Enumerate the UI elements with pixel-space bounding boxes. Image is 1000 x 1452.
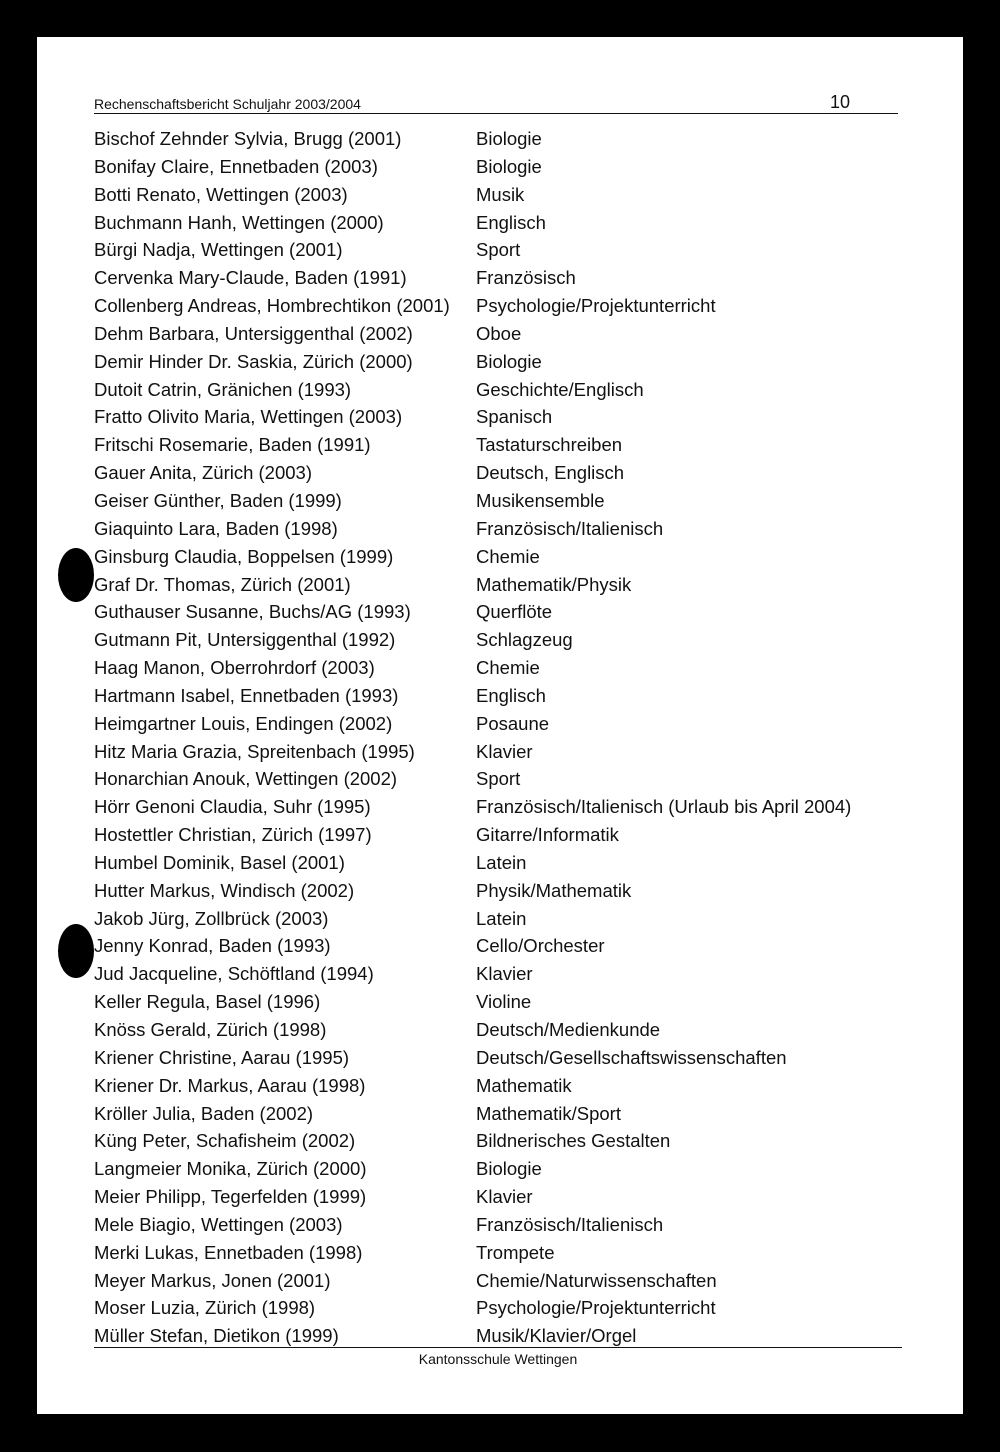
list-item (94, 849, 914, 877)
teacher-name: Gauer Anita, Zürich (2003) (94, 462, 312, 484)
list-item (94, 431, 914, 459)
teacher-name: Jakob Jürg, Zollbrück (2003) (94, 907, 329, 929)
teacher-name: Bürgi Nadja, Wettingen (2001) (94, 239, 343, 261)
page-header (94, 93, 898, 114)
teacher-name: Demir Hinder Dr. Saskia, Zürich (2000) (94, 350, 413, 372)
teacher-subject: Klavier (476, 963, 533, 985)
teacher-name: Müller Stefan, Dietikon (1999) (94, 1325, 339, 1347)
list-item (94, 905, 914, 933)
list-item (94, 1294, 914, 1322)
teacher-name: Collenberg Andreas, Hombrechtikon (2001) (94, 295, 450, 317)
teacher-name: Hostettler Christian, Zürich (1997) (94, 824, 372, 846)
teacher-subject: Oboe (476, 322, 522, 344)
list-item (94, 960, 914, 988)
list-item (94, 877, 914, 905)
teacher-subject: Schlagzeug (476, 629, 573, 651)
teacher-name: Langmeier Monika, Zürich (2000) (94, 1158, 367, 1180)
list-item (94, 932, 914, 960)
teacher-subject: Mathematik/Sport (476, 1102, 621, 1124)
teacher-subject: Bildnerisches Gestalten (476, 1130, 671, 1152)
teacher-subject: Biologie (476, 1158, 542, 1180)
teacher-name: Ginsburg Claudia, Boppelsen (1999) (94, 545, 394, 567)
list-item (94, 710, 914, 738)
teacher-subject: Gitarre/Informatik (476, 824, 619, 846)
teacher-subject: Musik/Klavier/Orgel (476, 1325, 637, 1347)
teacher-subject: Deutsch/Gesellschaftswissenschaften (476, 1046, 787, 1068)
list-item (94, 738, 914, 766)
teacher-subject: Psychologie/Projektunterricht (476, 1297, 716, 1319)
list-item (94, 571, 914, 599)
list-item (94, 1127, 914, 1155)
teacher-subject: Trompete (476, 1241, 555, 1263)
list-item (94, 988, 914, 1016)
list-item (94, 598, 914, 626)
list-item (94, 403, 914, 431)
teacher-subject: Latein (476, 907, 527, 929)
teacher-name: Fratto Olivito Maria, Wettingen (2003) (94, 406, 403, 428)
teacher-name: Graf Dr. Thomas, Zürich (2001) (94, 573, 351, 595)
report-title: Rechenschaftsbericht Schuljahr 2003/2004 (94, 96, 361, 112)
teacher-name: Hutter Markus, Windisch (2002) (94, 879, 355, 901)
list-item (94, 765, 914, 793)
teacher-name: Moser Luzia, Zürich (1998) (94, 1297, 316, 1319)
list-item (94, 1183, 914, 1211)
teacher-name: Heimgartner Louis, Endingen (2002) (94, 712, 393, 734)
teacher-subject: Klavier (476, 740, 533, 762)
teacher-name: Kriener Dr. Markus, Aarau (1998) (94, 1074, 366, 1096)
list-item (94, 1267, 914, 1295)
school-name: Kantonsschule Wettingen (418, 1351, 578, 1367)
list-item (94, 1044, 914, 1072)
teacher-subject: Biologie (476, 128, 542, 149)
list-item (94, 209, 914, 237)
teacher-subject: Englisch (476, 684, 546, 706)
teacher-subject: Violine (476, 991, 532, 1013)
teacher-name: Fritschi Rosemarie, Baden (1991) (94, 434, 371, 456)
teacher-subject: Latein (476, 851, 527, 873)
teacher-name: Meyer Markus, Jonen (2001) (94, 1269, 331, 1291)
teacher-name: Keller Regula, Basel (1996) (94, 991, 321, 1013)
list-item (94, 264, 914, 292)
teacher-subject: Französisch/Italienisch (476, 517, 664, 539)
teacher-name: Mele Biagio, Wettingen (2003) (94, 1213, 343, 1235)
teacher-name: Honarchian Anouk, Wettingen (2002) (94, 768, 398, 790)
list-item (94, 821, 914, 849)
teacher-subject: Chemie/Naturwissenschaften (476, 1269, 717, 1291)
teacher-subject: Geschichte/Englisch (476, 378, 644, 400)
teacher-subject: Chemie (476, 657, 540, 679)
teacher-name: Küng Peter, Schafisheim (2002) (94, 1130, 356, 1152)
teacher-name: Hörr Genoni Claudia, Suhr (1995) (94, 796, 371, 818)
teacher-name: Hartmann Isabel, Ennetbaden (1993) (94, 684, 399, 706)
teacher-subject: Musikensemble (476, 489, 605, 511)
teacher-subject: Spanisch (476, 406, 553, 428)
list-item (94, 125, 914, 153)
teacher-subject: Mathematik (476, 1074, 572, 1096)
teacher-subject: Querflöte (476, 601, 553, 623)
list-item (94, 181, 914, 209)
teacher-subject: Musik (476, 183, 525, 205)
teacher-name: Humbel Dominik, Basel (2001) (94, 851, 345, 873)
list-item (94, 348, 914, 376)
teacher-name: Haag Manon, Oberrohrdorf (2003) (94, 657, 375, 679)
list-item (94, 1322, 914, 1350)
list-item (94, 320, 914, 348)
page-number: 10 (829, 92, 850, 112)
teacher-subject: Französisch/Italienisch (Urlaub bis April 2004) (476, 796, 852, 818)
list-item (94, 1211, 914, 1239)
teacher-name: Gutmann Pit, Untersiggenthal (1992) (94, 629, 396, 651)
teacher-name: Dutoit Catrin, Gränichen (1993) (94, 378, 352, 400)
teacher-subject: Physik/Mathematik (476, 879, 632, 901)
teacher-subject: Klavier (476, 1186, 533, 1208)
teacher-name: Dehm Barbara, Untersiggenthal (2002) (94, 322, 413, 344)
teacher-name: Jenny Konrad, Baden (1993) (94, 935, 331, 957)
teacher-subject: Tastaturschreiben (476, 434, 623, 456)
teacher-subject: Französisch/Italienisch (476, 1213, 664, 1235)
teacher-name: Kröller Julia, Baden (2002) (94, 1102, 314, 1124)
teacher-name: Buchmann Hanh, Wettingen (2000) (94, 211, 384, 233)
teacher-name: Hitz Maria Grazia, Spreitenbach (1995) (94, 740, 415, 762)
teacher-subject: Biologie (476, 155, 542, 177)
teacher-subject: Mathematik/Physik (476, 573, 632, 595)
teacher-name: Cervenka Mary-Claude, Baden (1991) (94, 267, 407, 289)
list-item (94, 682, 914, 710)
teacher-name: Kriener Christine, Aarau (1995) (94, 1046, 350, 1068)
page-footer (94, 1347, 902, 1367)
teacher-subject: Cello/Orchester (476, 935, 605, 957)
list-item (94, 459, 914, 487)
list-item (94, 292, 914, 320)
teacher-name: Guthauser Susanne, Buchs/AG (1993) (94, 601, 411, 623)
teacher-name: Knöss Gerald, Zürich (1998) (94, 1019, 327, 1040)
teacher-subject: Sport (476, 239, 521, 261)
list-item (94, 1072, 914, 1100)
teacher-subject: Psychologie/Projektunterricht (476, 295, 716, 317)
teacher-subject: Sport (476, 768, 521, 790)
teacher-subject: Deutsch, Englisch (476, 462, 625, 484)
list-item (94, 376, 914, 404)
teacher-subject: Deutsch/Medienkunde (476, 1019, 661, 1040)
teacher-name: Meier Philipp, Tegerfelden (1999) (94, 1186, 367, 1208)
teacher-subject: Englisch (476, 211, 546, 233)
punch-hole (58, 548, 94, 602)
punch-hole (58, 924, 94, 978)
list-item (94, 1100, 914, 1128)
teacher-name: Jud Jacqueline, Schöftland (1994) (94, 963, 374, 985)
teacher-name: Giaquinto Lara, Baden (1998) (94, 517, 338, 539)
teacher-subject: Chemie (476, 545, 540, 567)
list-item (94, 654, 914, 682)
teacher-subject: Französisch (476, 267, 576, 289)
teacher-name: Merki Lukas, Ennetbaden (1998) (94, 1241, 363, 1263)
teacher-name: Botti Renato, Wettingen (2003) (94, 183, 348, 205)
teacher-name: Bischof Zehnder Sylvia, Brugg (2001) (94, 128, 402, 149)
list-item (94, 626, 914, 654)
list-item (94, 236, 914, 264)
list-item (94, 1155, 914, 1183)
teacher-name: Bonifay Claire, Ennetbaden (2003) (94, 155, 378, 177)
list-item (94, 487, 914, 515)
list-item (94, 1016, 914, 1044)
teacher-list (94, 125, 914, 1350)
list-item (94, 153, 914, 181)
document-page (37, 37, 963, 1414)
teacher-name: Geiser Günther, Baden (1999) (94, 489, 342, 511)
list-item (94, 1239, 914, 1267)
list-item (94, 543, 914, 571)
teacher-subject: Biologie (476, 350, 542, 372)
list-item (94, 793, 914, 821)
teacher-subject: Posaune (476, 712, 550, 734)
list-item (94, 515, 914, 543)
